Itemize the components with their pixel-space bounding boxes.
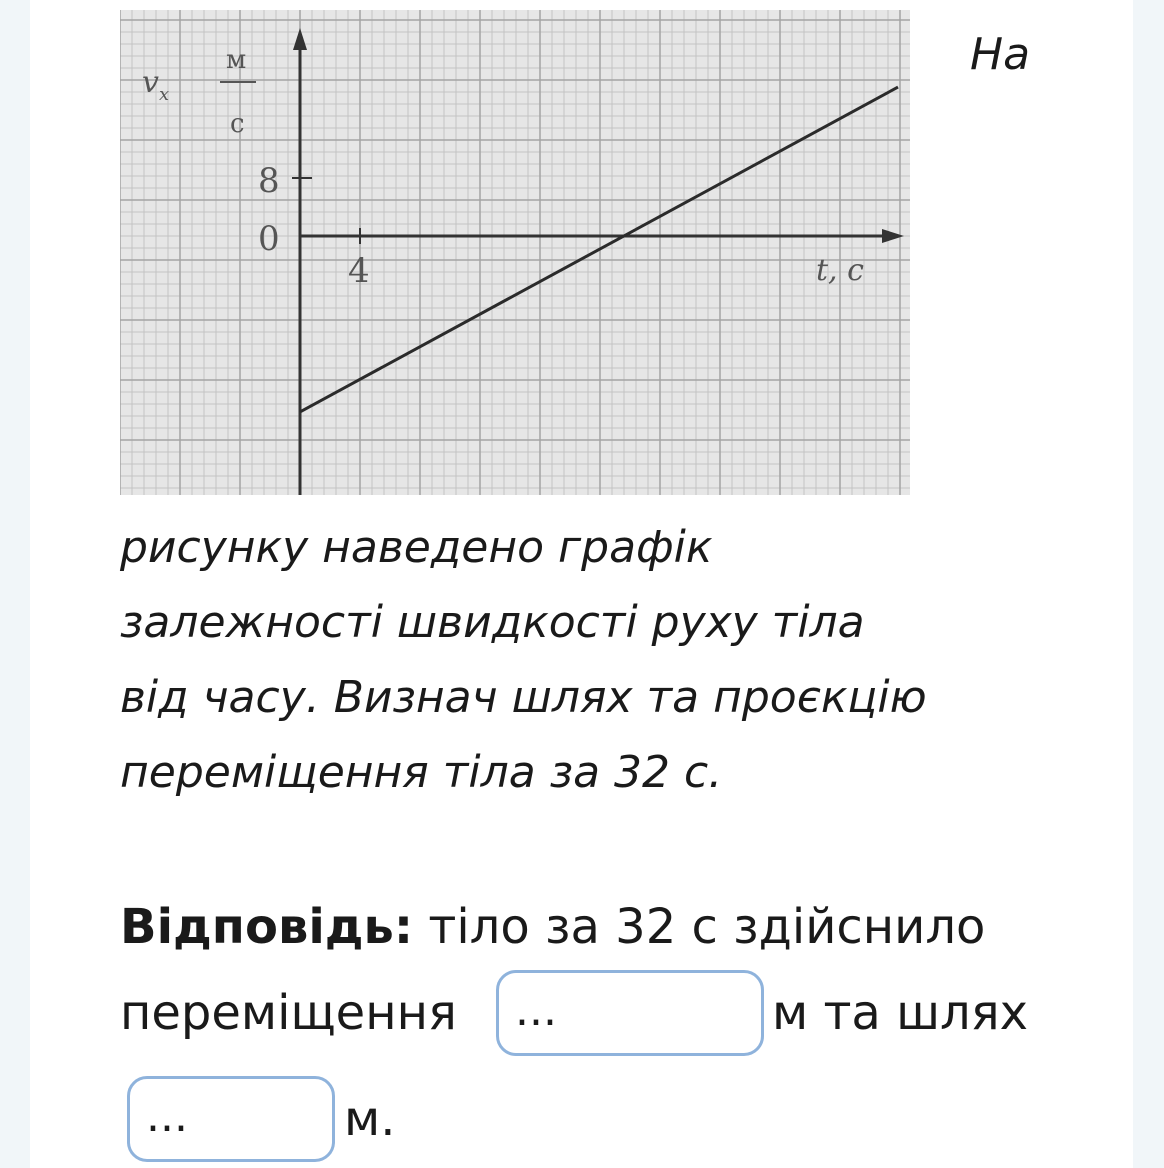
y-tick-8-label: 8 [258,161,280,201]
question-line-3: від часу. Визнач шлях та проєкцію [120,672,927,723]
path-input[interactable]: ... [127,1076,335,1162]
answer-text-4: м. [344,1091,396,1147]
answer-text-1: тіло за 32 с здійснило [428,899,986,955]
y-unit-bottom: с [230,109,245,139]
x-tick-4-label: 4 [348,251,370,291]
y-axis-arrow [293,28,307,50]
displacement-input[interactable]: ... [496,970,764,1056]
question-line-2: залежності швидкості руху тіла [120,597,865,648]
y-tick-0-label: 0 [258,219,280,259]
question-line-4: переміщення тіла за 32 с. [120,747,723,798]
question-first-word: На [970,29,1031,80]
question-line-1: рисунку наведено графік [120,522,713,573]
question-text [120,510,1020,810]
velocity-graph [120,10,910,495]
answer-text-3: м та шлях [772,985,1028,1041]
y-axis-label: $v_x$ [142,65,170,105]
answer-text-2: переміщення [120,985,457,1041]
x-axis-label: t, с [816,253,864,288]
answer-label: Відповідь: [120,899,414,955]
y-unit-top: м [226,45,247,75]
velocity-line [300,87,898,412]
